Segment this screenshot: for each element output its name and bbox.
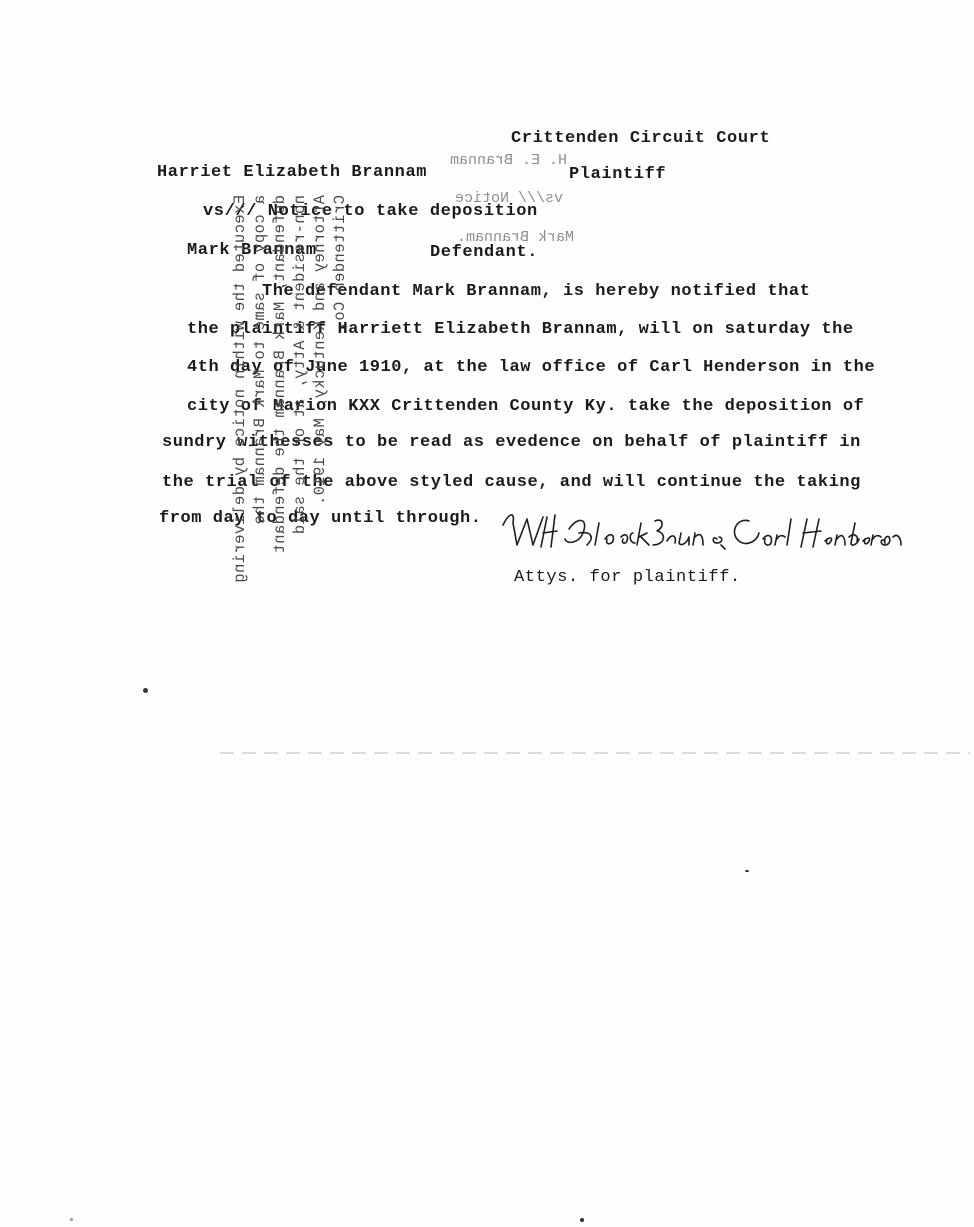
bleed-through-text-2: vs/// Notice [455, 190, 564, 207]
endorsement-line-4: non-resident & Atty, at or the said [291, 195, 309, 535]
service-endorsement [230, 195, 350, 583]
body-line-6: the trial of the above styled cause, and will continue the taking [162, 473, 861, 492]
body-line-2: the plaintiff Harriett Elizabeth Brannam, will on saturday the [187, 320, 854, 339]
attorneys-line: Attys. for plaintiff. [514, 568, 741, 587]
plaintiff-name: Harriet Elizabeth Brannam [157, 163, 428, 182]
scan-speck [580, 1218, 584, 1222]
endorsement-line-3: defendant, Mark Brannam the defendant [271, 195, 289, 554]
notice-title: vs/// Notice to take deposition [203, 202, 538, 221]
endorsement-line-6: Crittenden Co. [331, 195, 349, 331]
bleed-through-text-1: H. E. Brannam [450, 152, 568, 169]
scan-speck [745, 870, 749, 872]
court-name: Crittenden Circuit Court [511, 129, 771, 148]
body-line-4: city of Marion KXX Crittenden County Ky. take the deposition of [187, 397, 865, 416]
attorney-signature [495, 503, 905, 563]
scan-speck [70, 1218, 73, 1221]
plaintiff-role: Plaintiff [569, 165, 667, 184]
defendant-name: Mark Brannam [187, 241, 317, 260]
body-line-1: The defendant Mark Brannam, is hereby notified that [262, 282, 811, 301]
endorsement-line-2: a copy of same to Mark Brannam the [251, 195, 269, 525]
endorsement-line-1: Executed the within notice by delivering [231, 195, 249, 584]
body-line-3: 4th day of June 1910, at the law office of Carl Henderson in the [187, 358, 876, 377]
defendant-role: Defendant. [430, 243, 539, 262]
body-line-7: from day to day until through. [159, 509, 482, 528]
body-line-5: sundry withesses to be read as evedence on behalf of plaintiff in [162, 433, 861, 452]
scan-artifact-line [220, 752, 970, 754]
scan-speck [143, 688, 148, 693]
endorsement-line-5: Attorney and Kentucky, May 1910. [311, 195, 329, 506]
bleed-through-text-3: Mark Brannam. [457, 229, 575, 246]
